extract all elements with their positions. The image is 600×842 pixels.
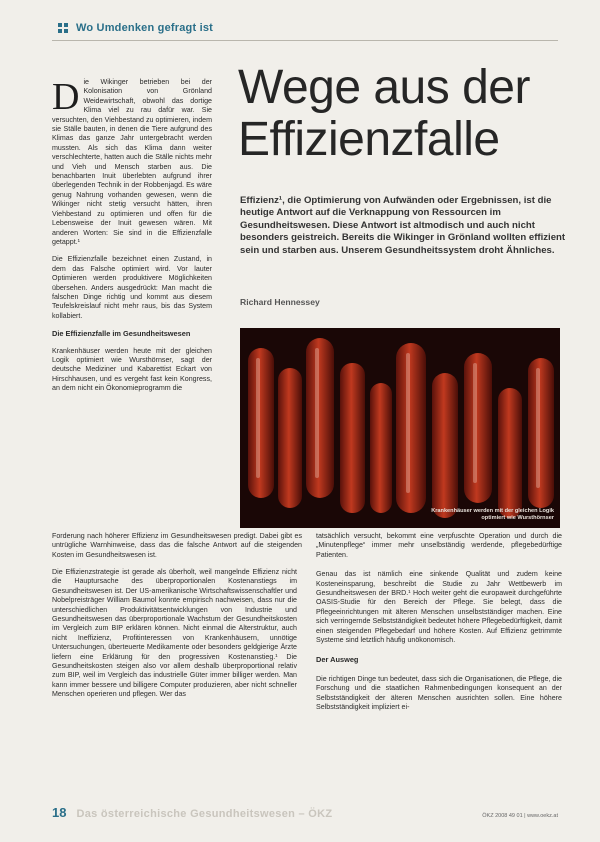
paragraph-6: Genau das ist nämlich eine sinkende Qualität und zudem keine Kosteneinsparung, beschreibt die Studie zu Jahr Wettbewerb im Gesundheitswesen der BRD.¹ Hoch weiter geht die europaweit durchgeführte OASIS-Studie für den Bereich der Pflege. Sie belegt, dass die Pflegeeinrichtungen mit älteren Menschen unselbstständiger machen. Eine sich verringernde Selbstständigkeit bedeutet höhere Pflegebedürftigkeit, damit einen steigenden Pflegebedarf und höhere Kosten. Auf Effizienz getrimmte Systeme sind letztlich häufig unökonomisch. — [316, 570, 562, 645]
paragraph-7: Die richtigen Dinge tun bedeutet, dass sich die Organisationen, die Pflege, die Forschung und die staatlichen Rahmenbedingungen konsequent an der Selbstständigkeit der älteren Menschen ausrichten sollen. Eine höhere Selbstständigkeit impliziert ei- — [316, 674, 562, 712]
photo-caption: Krankenhäuser werden mit der gleichen Logik optimiert wie Wursthörnser — [431, 508, 554, 521]
left-column — [52, 78, 212, 402]
lead-paragraph — [52, 78, 212, 247]
title-line-2: Effizienzfalle — [238, 113, 500, 166]
section-bullet-icon — [58, 23, 68, 33]
subheading-ausweg: Der Ausweg — [316, 655, 359, 665]
page-number: 18 — [52, 805, 67, 820]
paragraph-4: Die Effizienzstrategie ist gerade als überholt, weil mangelnde Effizienz nicht die Hauptursache des überproportionalen Kostenanstiegs im Gesundheitswesen ist. Der US-amerikanische Wirtschaftswissenschaftler und Nobelpreisträger William Baumol konnte empirisch nachweisen, dass nur die unterschiedlichen Produktivitätsentwicklungen von Industrie und Gesundheitswesen das überproportionale Wachstum der Gesundheitskosten im Vergleich zum BIP erklären können. Nicht einmal die Alterstruktur, auch nicht Ineffizienz, Profitinteressen von Krankenhäusern, unnötige Untersuchungen, überteuerte Medikamente oder besonders geldgierige Ärzte liefern eine Erklärung für den progressiven Kostenanstieg.¹ Die Gesundheitskosten steigen also vor allem deshalb überproportional relativ zum BIP, weil im Vergleich das industrielle Güter immer billiger werden. Man kann immer bessere und billigere Computer produzieren, aber nicht schneller Menschen operieren und pflegen. Wer das — [52, 568, 297, 699]
subheading-effizienzfalle: Die Effizienzfalle im Gesundheitswesen — [52, 329, 191, 339]
author-byline: Richard Hennessey — [240, 297, 320, 307]
lower-left-column — [52, 568, 297, 700]
right-column — [316, 532, 562, 723]
paragraph-3-continued: Forderung nach höherer Effizienz im Gesundheitswesen predigt. Dabei gibt es untrügliche Warnhinweise, dass das die falsche Antwort auf die steigenden Kosten im Gesundheitswesen ist. — [52, 532, 302, 559]
dropcap: D — [52, 76, 80, 118]
lead-text: ie Wikinger betrieben bei der Kolonisation von Grönland Weidewirtschaft, obwohl das dortige Klima viel zu rau dafür war. Sie versuchten, den Viehbestand zu optimieren, indem sie Ställe bauten, in denen die Tiere aufgrund des Klimas das ganze Jahr untergebracht werden mussten. Als sich das Klima dann weiter verschlechterte, hatten auch die Ställe nichts mehr und Vieh und Mensch starben aus. Die benachbarten Inuit überlebten aufgrund ihrer überlegenden Technik in der Robbenjagd. Es wäre genug Nahrung vorhanden gewesen, wenn die Wikinger nicht stetig versucht hätten, ihren Viehbestand zu optimieren und offen für die Lebensweise der Inuit gewesen wären. Mit anderen Worten: Sie sind in die Effizienzfalle getappt.¹ — [52, 78, 212, 246]
article-intro: Effizienz¹, die Optimierung von Aufwänden oder Ergebnissen, ist die heutige Antwort auf die Verknappung von Ressourcen im Gesundheitswesen. Diese Antwort ist altmodisch und auch nicht besonders geistreich. Bereits die Wikinger in Grönland wollten effizient sein und starben aus. Unserem Gesundheitssystem droht Ähnliches. — [240, 195, 566, 256]
section-title: Wo Umdenken gefragt ist — [76, 22, 214, 34]
issue-info: ÖKZ 2008 49 01 | www.oekz.at — [482, 813, 558, 819]
paragraph-3: Krankenhäuser werden heute mit der gleichen Logik optimiert wie Wursthörnser, sagt der deutsche Mediziner und Kabarettist Eckart von Hirschhausen, und es vergeht fast kein Kongress, an dem nicht ein Ökonomieprogramm die — [52, 346, 212, 393]
paragraph-2: Die Effizienzfalle bezeichnet einen Zustand, in dem das Falsche optimiert wird. Vor lauter Optimieren werden produktivere Möglichkeiten übersehen. Anders ausgedrückt: Man macht die falschen Dinge richtig und kommt aus diesem Teufelskreislauf nicht mehr raus, bis das System kollabiert. — [52, 255, 212, 320]
header-divider — [52, 40, 558, 41]
article-photo — [240, 328, 560, 528]
paragraph-5: tatsächlich versucht, bekommt eine verpfuschte Operation und durch die „Minutenpflege“ immer mehr unselbständig werdende, pflegebedürftige Patienten. — [316, 532, 562, 559]
sausages-illustration — [240, 328, 560, 528]
publication-name: Das österreichische Gesundheitswesen – ÖKZ — [76, 808, 333, 820]
title-line-1: Wege aus der — [238, 61, 530, 114]
article-title — [238, 62, 568, 166]
section-header — [58, 22, 213, 34]
page-footer — [52, 805, 558, 820]
